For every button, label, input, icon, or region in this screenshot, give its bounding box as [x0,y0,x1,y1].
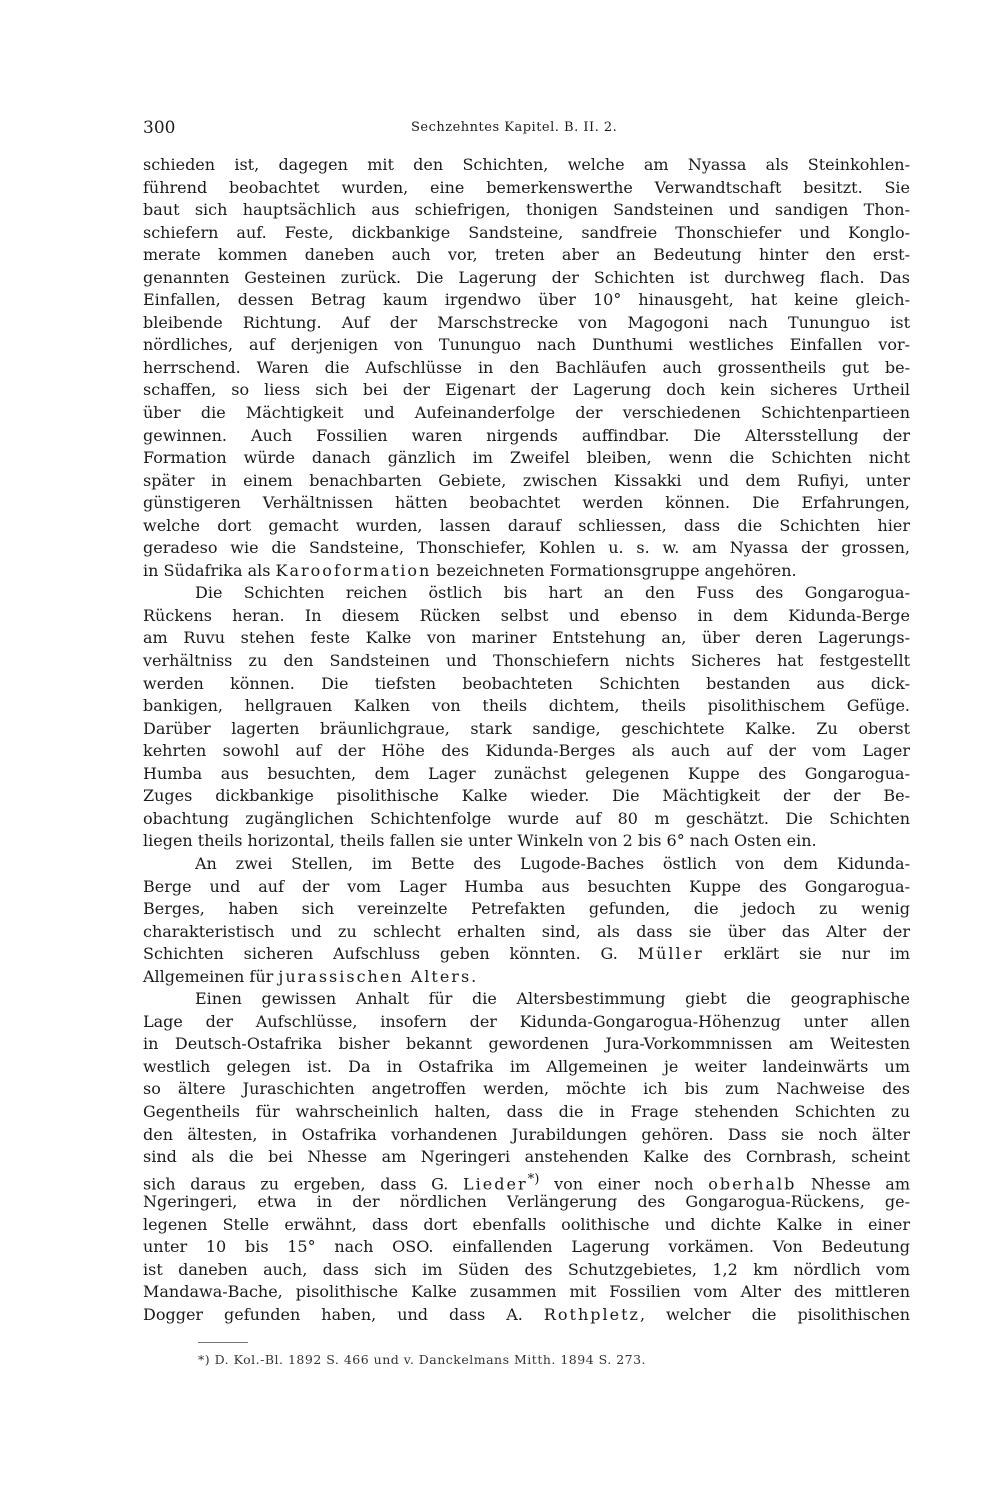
text-line: Humba aus besuchten, dem Lager zunächst gelegenen Kuppe des Gongarogua- [143,763,910,783]
text-line: Lage der Aufschlüsse, insofern der Kidunda-Gongarogua-Höhenzug unter allen [143,1011,910,1031]
footnote-marker: *) [527,1171,540,1187]
text-line [143,560,910,583]
text-line: den ältesten, in Ostafrika vorhandenen Jurabildungen gehören. Dass sie noch älter [143,1124,910,1144]
text-line: welche dort gemacht wurden, lassen darauf schliessen, dass die Schichten hier [143,515,910,535]
text-line: führend beobachtet wurden, eine bemerkenswerthe Verwandtschaft besitzt. Sie [143,177,910,197]
text-line: am Ruvu stehen feste Kalke von mariner Entstehung an, über deren Lagerungs- [143,628,910,648]
text-line: in Deutsch-Ostafrika bisher bekannt gewordenen Jura-Vorkommnissen am Weitesten [143,1034,910,1054]
text-line [143,1169,910,1192]
text-line: ist daneben auch, dass sich im Süden des Schutzgebietes, 1,2 km nördlich vom [143,1259,910,1279]
text-line: verhältniss zu den Sandsteinen und Thonschiefern nichts Sicheres hat festgestellt [143,651,910,671]
text-fragment: Dogger gefunden haben, und dass A. [143,1304,523,1324]
paragraph-start: Einen gewissen Anhalt für die Altersbestimmung giebt die geographische [195,989,910,1009]
text-line: merate kommen daneben auch vor, treten aber an Bedeutung hinter den erst- [143,245,910,265]
text-line [143,943,910,966]
text-line: schieden ist, dagegen mit den Schichten, welche am Nyassa als Steinkohlen- [143,155,910,174]
text-line: nördliches, auf derjenigen von Tununguo nach Dunthumi westliches Einfallen vor- [143,335,910,355]
text-line: obachtung zugänglichen Schichtenfolge wurde auf 80 m geschätzt. Die Schichten [143,808,910,828]
text-fragment: erklärt sie nur im [703,944,911,964]
text-line: bleibende Richtung. Auf der Marschstrecke von Magogoni nach Tununguo ist [143,312,910,332]
page-number: 300 [143,118,176,138]
text-line: kehrten sowohl auf der Höhe des Kidunda-Berges als auch auf der vom Lager [143,741,910,761]
text-fragment: Nhesse am [796,1173,911,1193]
text-line: so ältere Juraschichten angetroffen werden, möchte ich bis zum Nachweise des [143,1079,910,1099]
text-line: baut sich hauptsächlich aus schiefrigen, thonigen Sandsteinen und sandigen Thon- [143,200,910,220]
emphasis-oberhalb: oberhalb [708,1173,797,1193]
footnote-divider [198,1342,248,1343]
text-line: Formation würde danach gänzlich im Zweifel bleiben, wenn die Schichten nicht [143,448,910,468]
text-line: westlich gelegen ist. Da in Ostafrika im Allgemeinen je weiter landeinwärts um [143,1056,910,1076]
text-line: Ngeringeri, etwa in der nördlichen Verlängerung des Gongarogua-Rückens, ge- [143,1192,910,1212]
text-line: Einfallen, dessen Betrag kaum irgendwo über 10° hinausgeht, hat keine gleich- [143,290,910,310]
text-line [143,1304,910,1327]
emphasis-lieder: Lieder [463,1173,528,1193]
text-line: legenen Stelle erwähnt, dass dort ebenfalls oolithische und dichte Kalke in einer [143,1214,910,1234]
text-line: günstigeren Verhältnissen hätten beobachtet werden können. Die Erfahrungen, [143,493,910,513]
text-line: Berges, haben sich vereinzelte Petrefakten gefunden, die jedoch zu wenig [143,899,910,919]
paragraph-start: Die Schichten reichen östlich bis hart an den Fuss des Gongarogua- [195,583,910,603]
text-fragment: bezeichneten Formationsgruppe angehören. [431,560,797,580]
page-header [143,118,910,142]
footnote: *) D. Kol.-Bl. 1892 S. 466 und v. Danckelmans Mitth. 1894 S. 273. [198,1352,647,1367]
text-line: Zuges dickbankige pisolithische Kalke wieder. Die Mächtigkeit der der Be- [143,786,910,806]
paragraph-start: An zwei Stellen, im Bette des Lugode-Baches östlich von dem Kidunda- [195,853,910,873]
emphasis-jurassisch: jurassischen Alters. [278,966,479,986]
text-fragment: in Südafrika als [143,560,271,580]
text-line: werden können. Die tiefsten beobachteten Schichten bestanden aus dick- [143,673,910,693]
text-line: herrschend. Waren die Aufschlüsse in den Bachläufen auch grossentheils gut be- [143,357,910,377]
emphasis-karooformation: Karooformation [275,560,432,580]
text-line: genannten Gesteinen zurück. Die Lagerung der Schichten ist durchweg flach. Das [143,267,910,287]
text-line: sind als die bei Nhesse am Ngeringeri anstehenden Kalke des Cornbrash, scheint [143,1147,910,1167]
text-line: gewinnen. Auch Fossilien waren nirgends auffindbar. Die Altersstellung der [143,425,910,445]
text-line [143,966,910,989]
text-line: schaffen, so liess sich bei der Eigenart der Lagerung doch kein sicheres Urtheil [143,380,910,400]
running-head: Sechzehntes Kapitel. B. II. 2. [411,120,618,135]
text-line: charakteristisch und zu schlecht erhalten sind, als dass sie über das Alter der [143,921,910,941]
text-fragment: , welcher die pisolithischen [639,1304,911,1324]
text-fragment: von einer noch [539,1173,709,1193]
text-line: Mandawa-Bache, pisolithische Kalke zusammen mit Fossilien vom Alter des mittleren [143,1282,910,1302]
text-line: liegen theils horizontal, theils fallen sie unter Winkeln von 2 bis 6° nach Osten ein. [143,831,817,851]
text-line: schiefern auf. Feste, dickbankige Sandsteine, sandfreie Thonschiefer und Konglo- [143,222,910,242]
emphasis-rothpletz: Rothpletz [543,1304,640,1324]
text-line: unter 10 bis 15° nach OSO. einfallenden Lagerung vorkämen. Von Bedeutung [143,1237,910,1257]
text-line: bankigen, hellgrauen Kalken von theils dichtem, theils pisolithischem Gefüge. [143,696,910,716]
text-line: Rückens heran. In diesem Rücken selbst und ebenso in dem Kidunda-Berge [143,605,910,625]
text-line: Gegentheils für wahrscheinlich halten, dass die in Frage stehenden Schichten zu [143,1101,910,1121]
text-line: geradeso wie die Sandsteine, Thonschiefer, Kohlen u. s. w. am Nyassa der grossen, [143,538,910,558]
text-fragment: Schichten sicheren Aufschluss geben könnten. G. [143,944,618,964]
text-line: über die Mächtigkeit und Aufeinanderfolge der verschiedenen Schichtenpartieen [143,403,910,423]
text-line: Darüber lagerten bräunlichgraue, stark sandige, geschichtete Kalke. Zu oberst [143,718,910,738]
text-line: später in einem benachbarten Gebiete, zwischen Kissakki und dem Rufiyi, unter [143,470,910,490]
body-text [143,154,910,1326]
emphasis-mueller: Müller [637,944,704,964]
text-fragment: Allgemeinen für [143,966,274,986]
text-line: Berge und auf der vom Lager Humba aus besuchten Kuppe des Gongarogua- [143,876,910,896]
text-fragment: sich daraus zu ergeben, dass G. [143,1173,449,1193]
